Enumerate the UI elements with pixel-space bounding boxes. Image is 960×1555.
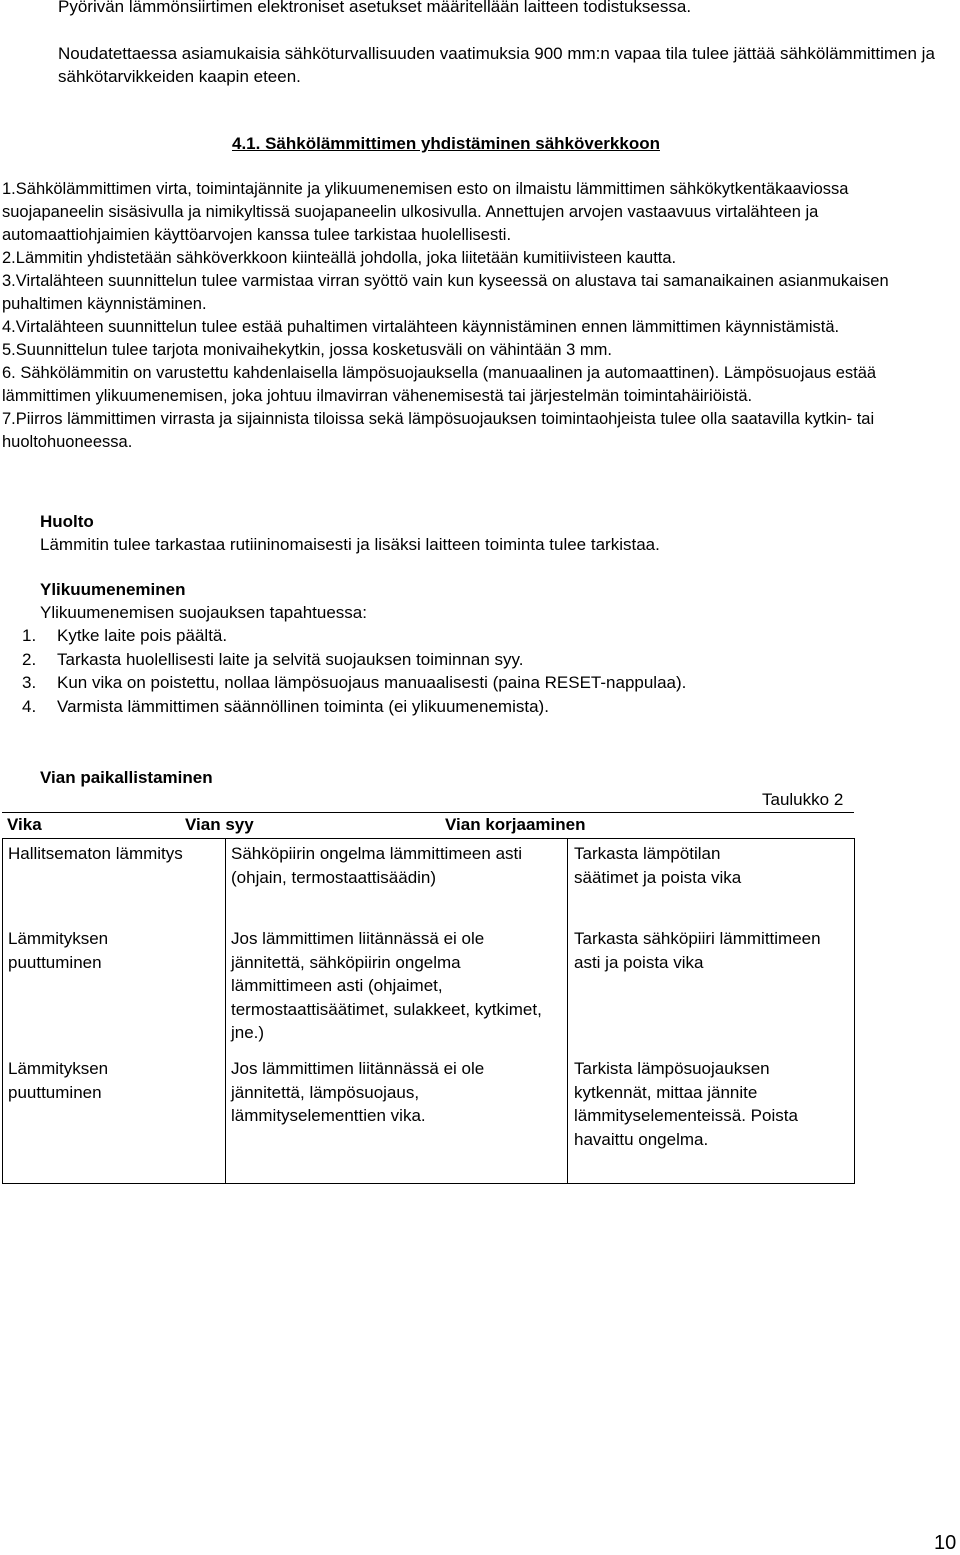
instruction-item	[2, 408, 952, 454]
instruction-number: 5.	[2, 341, 16, 359]
instruction-number: 7.	[2, 410, 16, 428]
step-item	[22, 624, 686, 648]
step-number: 4.	[22, 696, 37, 716]
instruction-item	[2, 339, 952, 362]
page-number: 10	[934, 1532, 957, 1554]
instruction-number: 4.	[2, 318, 16, 336]
instruction-item	[2, 362, 952, 408]
table-cell-syy: Sähköpiirin ongelma lämmittimeen asti (ohjain, termostaattisäädin)	[231, 844, 523, 887]
instruction-number: 3.	[2, 272, 16, 290]
ylikuumeneminen-section	[40, 578, 367, 624]
table-cell-vika: Lämmityksen puuttuminen	[8, 929, 109, 972]
instruction-item	[2, 270, 952, 316]
fault-table	[2, 838, 855, 1184]
intro-paragraph-1: Pyörivän lämmönsiirtimen elektroniset asetukset määritellään laitteen todistuksessa.	[58, 0, 692, 16]
step-text: Kytke laite pois päältä.	[57, 626, 228, 645]
instruction-item	[2, 178, 952, 247]
step-number: 2.	[22, 649, 37, 669]
step-number: 3.	[22, 673, 37, 692]
column-header-vian-syy: Vian syy	[185, 815, 254, 834]
table-cell-vika: Lämmityksen puuttuminen	[8, 1059, 109, 1102]
table-cell-syy: Jos lämmittimen liitännässä ei ole jännitettä, lämpösuojaus, lämmityselementtien vika.	[231, 1059, 485, 1125]
huolto-section	[40, 510, 660, 556]
step-item	[22, 648, 686, 672]
column-header-vika: Vika	[7, 815, 42, 834]
instruction-text: Sähkölämmittimen virta, toimintajännite ja ylikuumenemisen esto on ilmaistu lämmittimen sähkökytkentäkaaviossa suojapaneelin sisäsivulla ja nimikyltissä suojapaneelin ulkosivulla. Annettujen arvojen vastaavuus virtalähteen ja automaattiohjaimien käyttöarvojen kanssa tulee tarkistaa huolellisesti.	[2, 180, 849, 244]
instruction-text: Piirros lämmittimen virrasta ja sijainnista tiloissa sekä lämpösuojauksen toimintaohjeista tulee olla saatavilla kytkin- tai huoltohuoneessa.	[2, 410, 875, 451]
huolto-text: Lämmitin tulee tarkastaa rutiininomaisesti ja lisäksi laitteen toiminta tulee tarkistaa.	[40, 535, 660, 554]
instruction-item	[2, 247, 952, 270]
table-column-divider	[567, 839, 568, 1183]
section-heading: 4.1. Sähkölämmittimen yhdistäminen sähköverkkoon	[232, 134, 660, 153]
instruction-text: Virtalähteen suunnittelun tulee estää puhaltimen virtalähteen käynnistäminen ennen lämmittimen käynnistämistä.	[15, 318, 840, 336]
instruction-text: Lämmitin yhdistetään sähköverkkoon kiinteällä johdolla, joka liitetään kumitiivisteen kautta.	[15, 249, 677, 267]
ylikuumeneminen-title: Ylikuumeneminen	[40, 580, 186, 599]
step-item	[22, 695, 686, 719]
table-cell-korjaus: Tarkasta lämpötilan säätimet ja poista vika	[574, 844, 742, 887]
table-label: Taulukko 2	[762, 790, 844, 809]
instruction-text: Suunnittelun tulee tarjota monivaihekytkin, jossa kosketusväli on vähintään 3 mm.	[15, 341, 612, 359]
step-text: Kun vika on poistettu, nollaa lämpösuojaus manuaalisesti (paina RESET-nappulaa).	[57, 673, 687, 692]
intro-paragraph-2: Noudatettaessa asiamukaisia sähköturvallisuuden vaatimuksia 900 mm:n vapaa tila tulee jättää sähkölämmittimen ja sähkötarvikkeiden kaapin eteen.	[58, 44, 935, 86]
step-item	[22, 671, 686, 695]
instruction-text: Virtalähteen suunnittelun tulee varmistaa virran syöttö vain kun kyseessä on alustava tai samanaikainen asianmukaisen puhaltimen käynnistäminen.	[2, 272, 889, 313]
vian-section	[40, 766, 213, 789]
table-cell-korjaus: Tarkasta sähköpiiri lämmittimeen asti ja poista vika	[574, 929, 821, 972]
huolto-title: Huolto	[40, 512, 94, 531]
instruction-number: 2.	[2, 249, 16, 267]
step-text: Varmista lämmittimen säännöllinen toiminta (ei ylikuumenemista).	[57, 696, 549, 716]
instruction-text: Sähkölämmitin on varustettu kahdenlaisella lämpösuojauksella (manuaalinen ja automaattinen). Lämpösuojaus estää lämmittimen ylikuumenemisen, joka johtuu ilmavirran vähenemisestä tai järjestelmän toimintahäiriöistä.	[2, 364, 877, 405]
instruction-number: 1.	[2, 180, 16, 198]
instruction-list	[2, 178, 952, 454]
step-text: Tarkasta huolellisesti laite ja selvitä suojauksen toiminnan syy.	[57, 649, 524, 669]
instruction-number: 6.	[2, 364, 16, 382]
ylikuumeneminen-intro: Ylikuumenemisen suojauksen tapahtuessa:	[40, 603, 367, 622]
step-number: 1.	[22, 626, 37, 645]
table-cell-syy: Jos lämmittimen liitännässä ei ole jännitettä, sähköpiirin ongelma lämmittimeen asti (ohjaimet, termostaattisäätimet, sulakkeet, kytkimet, jne.)	[231, 929, 542, 1042]
instruction-item	[2, 316, 952, 339]
table-cell-vika: Hallitsematon lämmitys	[8, 844, 183, 863]
column-header-vian-korjaaminen: Vian korjaaminen	[445, 815, 586, 834]
ylikuumeneminen-steps	[22, 624, 686, 718]
table-cell-korjaus: Tarkista lämpösuojauksen kytkennät, mittaa jännite lämmityselementeissä. Poista havaittu ongelma.	[574, 1059, 798, 1149]
table-column-divider	[225, 839, 226, 1183]
vian-title: Vian paikallistaminen	[40, 768, 213, 787]
table-header-rule	[2, 812, 854, 813]
